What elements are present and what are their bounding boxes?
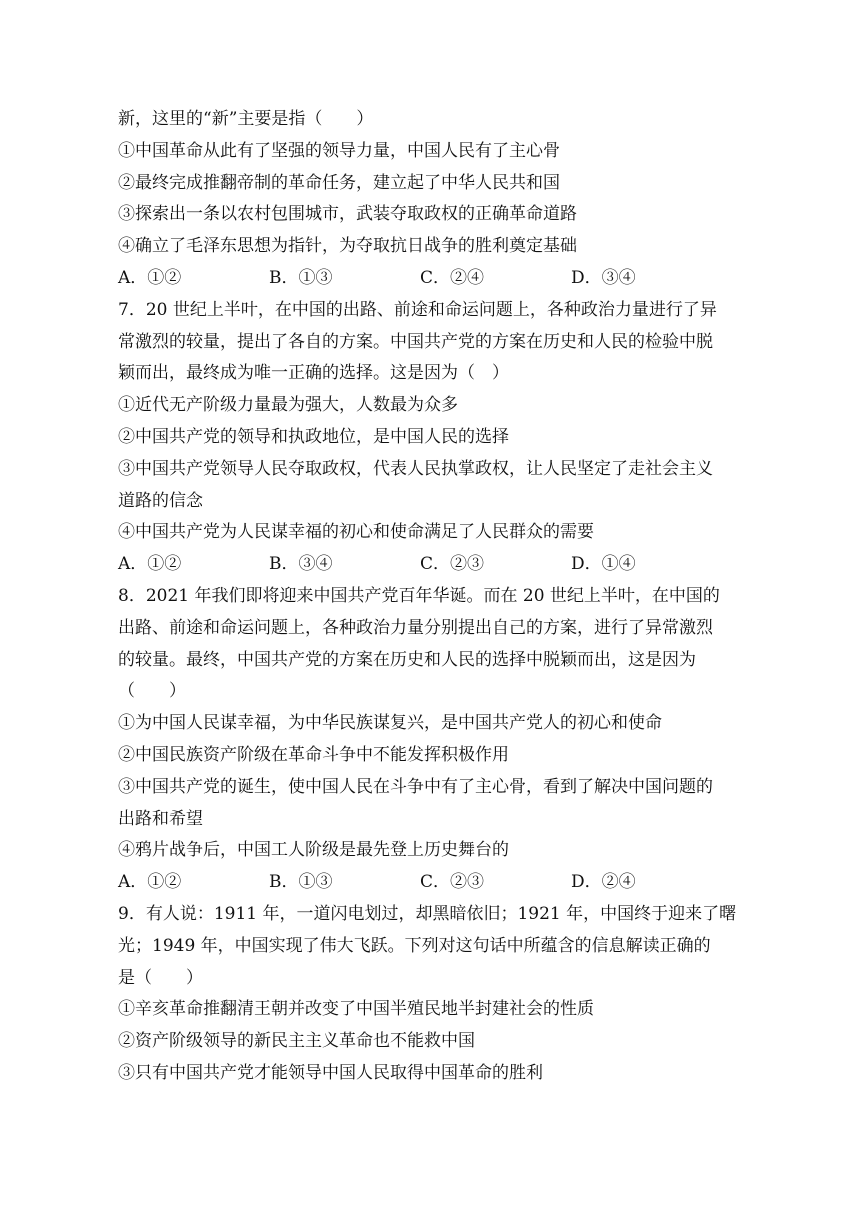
q7-choice-a: A．①② (118, 554, 182, 575)
q8-stem-line-4: （ ） (118, 681, 186, 702)
q7-statement-3-line-2: 道路的信念 (118, 490, 203, 511)
q6-statement-1: ①中国革命从此有了坚强的领导力量，中国人民有了主心骨 (118, 140, 560, 161)
q7-choice-b: B．③④ (269, 554, 333, 575)
q6-statement-2: ②最终完成推翻帝制的革命任务，建立起了中华人民共和国 (118, 172, 560, 193)
q7-choice-c: C．②③ (420, 554, 485, 575)
q6-choice-b: B．①③ (269, 267, 333, 288)
q8-choice-d: D．②④ (571, 872, 636, 893)
q7-stem-line-3: 颖而出，最终成为唯一正确的选择。这是因为（ ） (118, 363, 509, 384)
q6-statement-4: ④确立了毛泽东思想为指针，为夺取抗日战争的胜利奠定基础 (118, 236, 577, 257)
q8-stem-line-2: 出路、前途和命运问题上，各种政治力量分别提出自己的方案，进行了异常激烈 (118, 617, 713, 638)
q8-statement-3-line-1: ③中国共产党的诞生，使中国人民在斗争中有了主心骨，看到了解决中国问题的 (118, 776, 713, 797)
q8-choice-b: B．①③ (269, 872, 333, 893)
q7-choices (118, 549, 738, 581)
q7-statement-4: ④中国共产党为人民谋幸福的初心和使命满足了人民群众的需要 (118, 522, 594, 543)
q8-stem-line-1: 8．2021 年我们即将迎来中国共产党百年华诞。而在 20 世纪上半叶，在中国的 (118, 585, 720, 606)
q6-choices (118, 263, 738, 295)
q9-statement-3: ③只有中国共产党才能领导中国人民取得中国革命的胜利 (118, 1062, 543, 1083)
q7-choice-d: D．①④ (571, 554, 636, 575)
q8-statement-4: ④鸦片战争后，中国工人阶级是最先登上历史舞台的 (118, 840, 509, 861)
q6-choice-a: A．①② (118, 267, 182, 288)
q7-stem-line-1: 7．20 世纪上半叶，在中国的出路、前途和命运问题上，各种政治力量进行了异 (118, 299, 717, 320)
q6-statement-3: ③探索出一条以农村包围城市，武装夺取政权的正确革命道路 (118, 204, 577, 225)
q7-statement-3-line-1: ③中国共产党领导人民夺取政权，代表人民执掌政权，让人民坚定了走社会主义 (118, 458, 713, 479)
q8-stem-line-3: 的较量。最终，中国共产党的方案在历史和人民的选择中脱颖而出，这是因为 (118, 649, 696, 670)
q7-statement-1: ①近代无产阶级力量最为强大，人数最为众多 (118, 395, 458, 416)
q9-stem-line-1: 9．有人说：1911 年，一道闪电划过，却黑暗依旧；1921 年，中国终于迎来了曙 (118, 903, 737, 924)
q9-statement-2: ②资产阶级领导的新民主主义革命也不能救中国 (118, 1031, 475, 1052)
q9-stem-line-2: 光；1949 年，中国实现了伟大飞跃。下列对这句话中所蕴含的信息解读正确的 (118, 935, 711, 956)
exam-text (118, 104, 738, 1090)
q8-choice-a: A．①② (118, 872, 182, 893)
q8-choice-c: C．②③ (420, 872, 485, 893)
q8-statement-1: ①为中国人民谋幸福，为中华民族谋复兴，是中国共产党人的初心和使命 (118, 713, 662, 734)
q6-choice-c: C．②④ (420, 267, 485, 288)
q8-choices (118, 867, 738, 899)
q8-statement-2: ②中国民族资产阶级在革命斗争中不能发挥积极作用 (118, 744, 509, 765)
q7-statement-2: ②中国共产党的领导和执政地位，是中国人民的选择 (118, 426, 509, 447)
q7-stem-line-2: 常激烈的较量，提出了各自的方案。中国共产党的方案在历史和人民的检验中脱 (118, 331, 713, 352)
q8-statement-3-line-2: 出路和希望 (118, 808, 203, 829)
q9-stem-line-3: 是（ ） (118, 967, 203, 988)
q6-choice-d: D．③④ (571, 267, 636, 288)
q9-statement-1: ①辛亥革命推翻清王朝并改变了中国半殖民地半封建社会的性质 (118, 999, 594, 1020)
q6-stem-tail: 新，这里的“新”主要是指（ ） (118, 109, 374, 129)
